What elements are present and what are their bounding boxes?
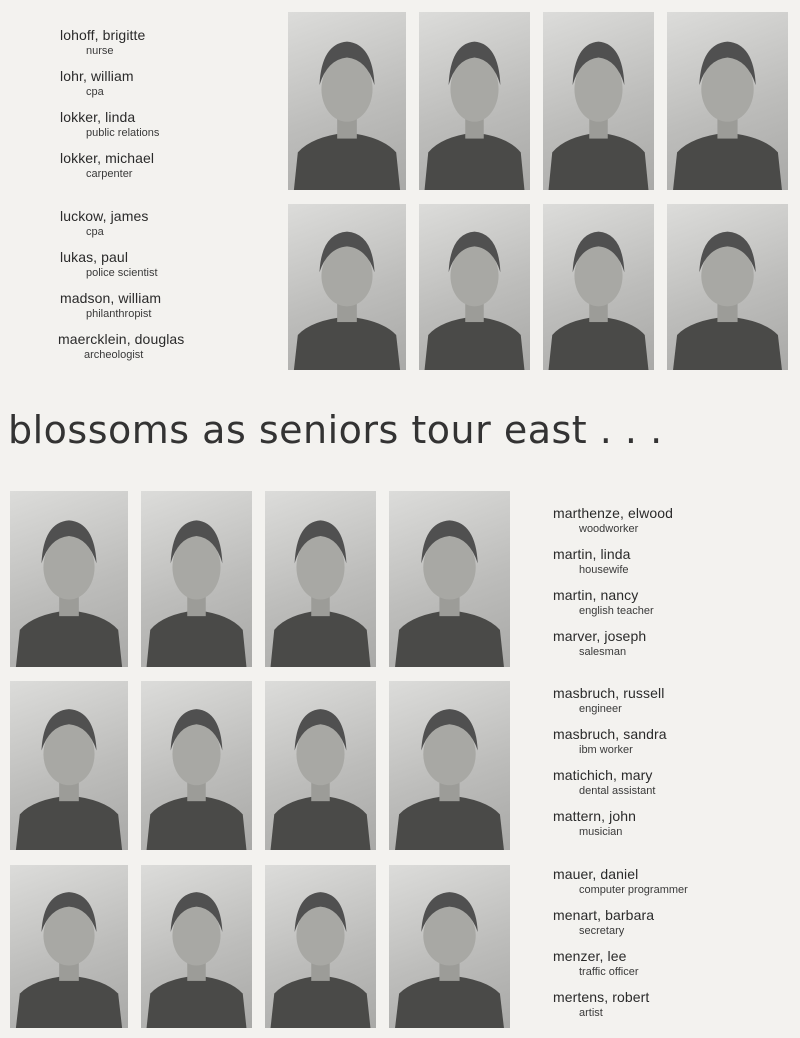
student-entry <box>553 588 654 617</box>
student-entry <box>553 506 673 535</box>
student-entry <box>553 629 646 658</box>
student-entry <box>60 250 158 279</box>
student-occupation: archeologist <box>84 349 144 361</box>
student-portrait-photo <box>265 681 376 850</box>
student-name: martin, linda <box>553 546 631 562</box>
student-name: lohoff, brigitte <box>60 27 146 43</box>
student-occupation: woodworker <box>579 523 639 535</box>
student-entry <box>60 209 148 238</box>
student-occupation: engineer <box>579 703 622 715</box>
student-occupation: artist <box>579 1007 603 1019</box>
student-portrait-photo <box>141 865 252 1028</box>
student-portrait-photo <box>543 204 654 370</box>
student-occupation: traffic officer <box>579 966 639 978</box>
student-name: mertens, robert <box>553 989 650 1005</box>
student-portrait-photo <box>419 12 530 190</box>
student-name: mauer, daniel <box>553 866 639 882</box>
student-name: matichich, mary <box>553 767 653 783</box>
student-portrait-photo <box>667 204 788 370</box>
student-occupation: housewife <box>579 564 629 576</box>
student-occupation: dental assistant <box>579 785 656 797</box>
student-portrait-photo <box>265 865 376 1028</box>
student-portrait-photo <box>288 12 406 190</box>
student-entry <box>553 768 655 797</box>
student-occupation: cpa <box>86 226 104 238</box>
section-heading: blossoms as seniors tour east . . . <box>8 408 663 452</box>
student-entry <box>60 291 161 320</box>
student-name: lukas, paul <box>60 249 129 265</box>
student-occupation: carpenter <box>86 168 133 180</box>
student-entry <box>60 151 154 180</box>
student-name: menart, barbara <box>553 907 655 923</box>
student-portrait-photo <box>10 681 128 850</box>
student-portrait-photo <box>419 204 530 370</box>
student-entry <box>553 990 649 1019</box>
student-entry <box>58 332 184 361</box>
student-entry <box>553 908 654 937</box>
student-entry <box>553 727 667 756</box>
student-portrait-photo <box>389 681 510 850</box>
student-portrait-photo <box>141 681 252 850</box>
student-portrait-photo <box>389 865 510 1028</box>
student-entry <box>60 110 159 139</box>
student-portrait-photo <box>141 491 252 667</box>
student-occupation: salesman <box>579 646 627 658</box>
student-name: lokker, michael <box>60 150 155 166</box>
student-entry <box>60 28 145 57</box>
student-name: maercklein, douglas <box>58 331 185 347</box>
student-portrait-photo <box>10 865 128 1028</box>
student-portrait-photo <box>667 12 788 190</box>
student-portrait-photo <box>389 491 510 667</box>
student-occupation: musician <box>579 826 623 838</box>
student-name: lohr, william <box>60 68 134 84</box>
student-occupation: secretary <box>579 925 625 937</box>
student-occupation: english teacher <box>579 605 654 617</box>
student-occupation: public relations <box>86 127 160 139</box>
student-name: lokker, linda <box>60 109 136 125</box>
student-occupation: computer programmer <box>579 884 688 896</box>
student-name: luckow, james <box>60 208 149 224</box>
student-portrait-photo <box>288 204 406 370</box>
student-occupation: ibm worker <box>579 744 633 756</box>
student-name: menzer, lee <box>553 948 627 964</box>
student-entry <box>553 809 636 838</box>
student-entry <box>60 69 134 98</box>
student-occupation: nurse <box>86 45 114 57</box>
student-entry <box>553 686 664 715</box>
student-occupation: cpa <box>86 86 104 98</box>
student-name: marver, joseph <box>553 628 647 644</box>
student-name: masbruch, russell <box>553 685 665 701</box>
student-portrait-photo <box>265 491 376 667</box>
student-name: masbruch, sandra <box>553 726 667 742</box>
student-name: mattern, john <box>553 808 637 824</box>
student-name: marthenze, elwood <box>553 505 673 521</box>
student-entry <box>553 547 631 576</box>
student-portrait-photo <box>543 12 654 190</box>
student-entry <box>553 867 688 896</box>
student-portrait-photo <box>10 491 128 667</box>
student-occupation: police scientist <box>86 267 158 279</box>
student-name: madson, william <box>60 290 162 306</box>
student-occupation: philanthropist <box>86 308 152 320</box>
student-name: martin, nancy <box>553 587 639 603</box>
student-entry <box>553 949 639 978</box>
